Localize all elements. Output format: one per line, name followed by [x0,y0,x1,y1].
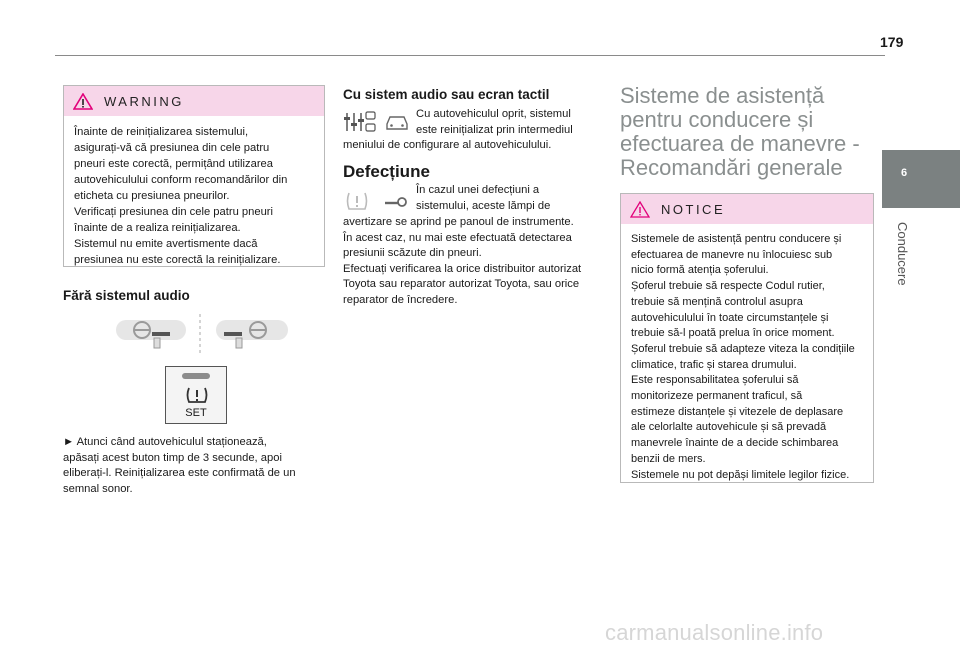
chapter-number: 6 [901,167,908,179]
notice-line: Șoferul trebuie să adapteze viteza la condițiile [631,342,855,355]
assist-heading-line: Recomandări generale [620,155,843,180]
notice-line: Șoferul trebuie să respecte Codul rutier, [631,280,825,293]
notice-box [620,193,874,483]
notice-header [621,194,873,224]
set-button-top-bar [182,373,210,379]
notice-line: nicio formă atenția șoferului. [631,264,769,277]
no-audio-line: ► Atunci când autovehiculul staționează, [63,436,267,448]
fault-line: presiunii scăzute din pneuri. [343,247,482,260]
notice-line: Sistemele nu pot depăși limitele legilor fizice. [631,468,850,481]
settings-menu-icon [343,110,377,134]
warning-line: Sistemul nu emite avertismente dacă [74,238,258,250]
warning-line: Verificați presiunea din cele patru pneuri [74,206,274,218]
warning-line: presiunea nu este corectă la reinițializare. [74,254,281,266]
assist-heading [620,84,880,180]
fault-text-indented [416,183,596,214]
notice-line: Sistemele de asistență pentru conducere și [631,233,842,245]
fault-line: Efectuați verificarea la orice distribuitor autorizat [343,262,582,275]
fault-line: În acest caz, nu mai este efectuată detectarea [343,231,572,244]
warning-line: autovehiculului conform recomandărilor din [74,174,288,186]
notice-line: trebuie să mențină controlul asupra [631,295,803,308]
notice-line: estimeze distanțele și vitezele de deplasare [631,405,844,418]
no-audio-line: eliberați-l. Reinițializarea este confirmată de un [63,467,296,480]
fault-line: sistemului, aceste lămpi de [416,199,551,212]
no-audio-line: semnal sonor. [63,482,133,495]
fault-text-full [343,215,603,309]
warning-body [64,116,324,276]
with-audio-text-full [343,138,603,154]
fault-line: avertizare se aprind pe panoul de instrumente. [343,216,574,228]
chapter-label-text: Conducere [895,222,910,286]
header-divider [55,55,885,56]
set-button-label: SET [185,407,207,419]
with-audio-heading: Cu sistem audio sau ecran tactil [343,87,550,102]
assist-heading-line: pentru conducere și [620,107,814,132]
no-audio-heading: Fără sistemul audio [63,288,190,303]
no-audio-line: apăsați acest buton timp de 3 secunde, apoi [63,451,282,464]
chapter-tab[interactable] [882,150,960,208]
notice-triangle-icon [630,201,650,218]
warning-header [64,86,324,116]
notice-line: ale celorlalte autovehicule și să prevadă [631,421,827,434]
warning-line: eticheta cu presiunea pneurilor. [74,190,230,202]
warning-box [63,85,325,267]
warning-line: asigurați-vă că presiunea din cele patru [74,142,270,154]
notice-title: NOTICE [661,202,726,217]
notice-line: climatice, trafic și starea drumului. [631,358,797,371]
notice-line: monitorizeze permanent traficul, să [631,390,803,403]
watermark[interactable]: carmanualsonline.info [605,620,824,645]
fault-heading: Defecțiune [343,162,430,181]
car-icon [383,112,411,132]
chapter-label [894,222,914,302]
fault-line: În cazul unei defecțiuni a [416,184,540,196]
with-audio-line: Cu autovehiculul oprit, sistemul [416,108,571,120]
warning-line: pneuri este corectă, permițând utilizarea [74,158,273,170]
fault-line: Toyota sau reparator autorizat Toyota, sau orice [343,278,580,291]
assist-heading-line: efectuarea de manevre - [620,131,860,156]
with-audio-line: este reinițializat prin intermediul [416,123,573,136]
no-audio-text [63,435,328,497]
warning-title: WARNING [104,94,184,109]
assist-heading-line: Sisteme de asistență [620,83,825,108]
notice-line: manevrele înainte de a decide schimbarea [631,437,839,450]
warning-line: Înainte de reinițializarea sistemului, [74,126,249,138]
wrench-icon [383,194,409,208]
dashboard-illustration [112,310,292,358]
notice-line: Este responsabilitatea șoferului să [631,374,799,387]
set-button-illustration [165,366,227,424]
page-number: 179 [880,34,904,50]
notice-line: autovehiculului în toate circumstanțele și [631,311,829,324]
notice-line: trebuie să-l poată prelua în orice moment. [631,327,835,340]
with-audio-text-indented [416,107,596,138]
notice-line: efectuarea de manevre nu înlocuiesc sub [631,248,833,261]
with-audio-line: meniului de configurare al autovehiculului. [343,139,552,151]
warning-line: înainte de a realiza reinițializarea. [74,222,241,234]
warning-triangle-icon [73,93,93,110]
fault-line: reparator de încredere. [343,293,458,306]
tire-warning-lamp-icon [345,190,369,212]
notice-line: benzii de mers. [631,452,706,465]
notice-body [621,224,873,491]
tire-pressure-icon [185,384,209,406]
